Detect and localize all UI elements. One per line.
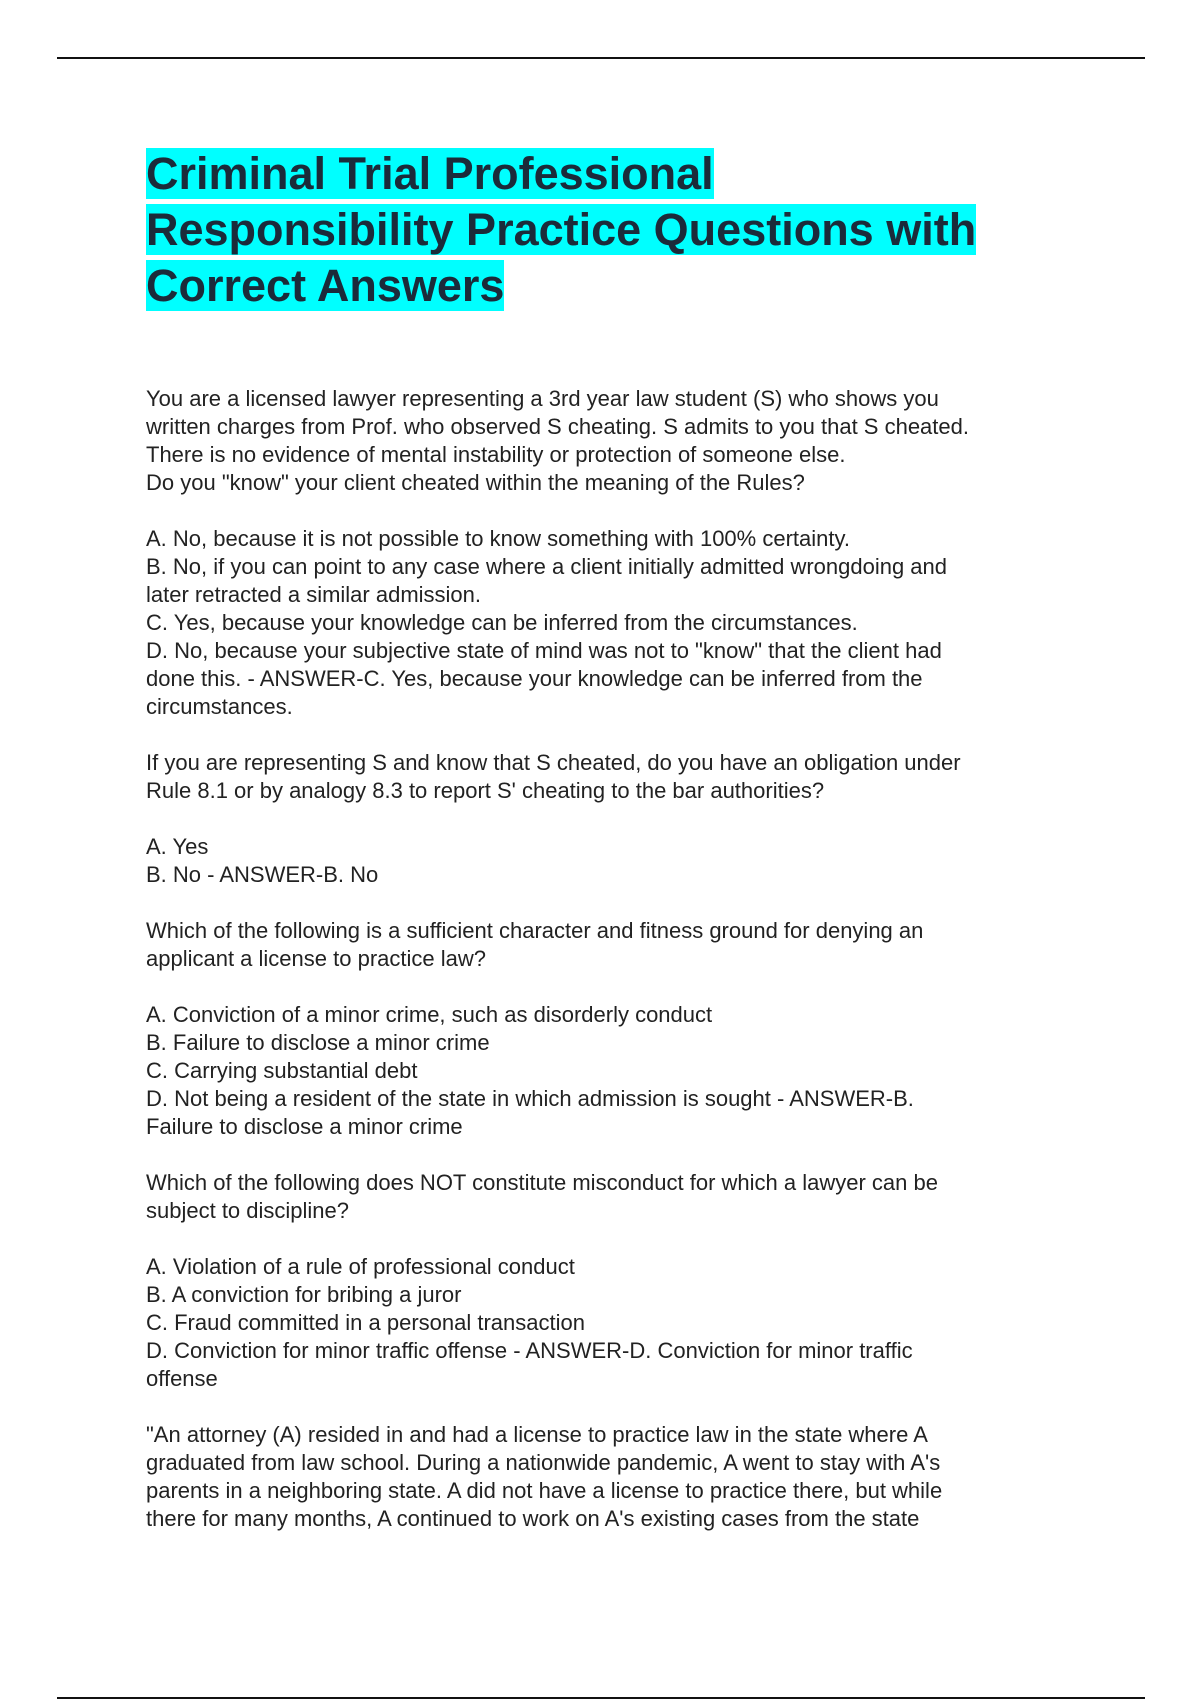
question-2-text [146,749,1066,805]
text-line: You are a licensed lawyer representing a 3rd year law student (S) who shows you [146,386,939,411]
text-line: B. No - ANSWER-B. No [146,862,379,887]
text-line: A. Yes [146,834,209,859]
text-line: circumstances. [146,694,293,719]
text-line: There is no evidence of mental instability or protection of someone else. [146,442,846,467]
text-line: C. Carrying substantial debt [146,1058,418,1083]
text-line: Which of the following is a sufficient character and fitness ground for denying an [146,918,924,943]
question-5-text [146,1421,1066,1533]
question-1-text [146,385,1066,497]
text-line: there for many months, A continued to work on A's existing cases from the state [146,1506,920,1531]
text-line: Do you "know" your client cheated within the meaning of the Rules? [146,470,805,495]
text-line: graduated from law school. During a nationwide pandemic, A went to stay with A's [146,1450,941,1475]
text-line: Failure to disclose a minor crime [146,1114,463,1139]
question-4-text [146,1169,1066,1225]
text-line: done this. - ANSWER-C. Yes, because your knowledge can be inferred from the [146,666,923,691]
header-rule [57,57,1145,59]
footer-rule [57,1697,1145,1699]
text-line: C. Fraud committed in a personal transaction [146,1310,585,1335]
text-line: D. Not being a resident of the state in which admission is sought - ANSWER-B. [146,1086,914,1111]
text-line: B. Failure to disclose a minor crime [146,1030,490,1055]
text-line: Which of the following does NOT constitute misconduct for which a lawyer can be [146,1170,938,1195]
text-line: D. Conviction for minor traffic offense - ANSWER-D. Conviction for minor traffic [146,1338,913,1363]
title-line: Criminal Trial Professional [146,148,714,199]
text-line: written charges from Prof. who observed S cheating. S admits to you that S cheated. [146,414,969,439]
text-line: "An attorney (A) resided in and had a license to practice law in the state where A [146,1422,928,1447]
text-line: parents in a neighboring state. A did not have a license to practice there, but while [146,1478,943,1503]
text-line: A. Violation of a rule of professional conduct [146,1254,575,1279]
text-line: A. Conviction of a minor crime, such as disorderly conduct [146,1002,713,1027]
text-line: offense [146,1366,218,1391]
text-line: subject to discipline? [146,1198,350,1223]
text-line: C. Yes, because your knowledge can be inferred from the circumstances. [146,610,858,635]
question-1-options [146,525,1066,721]
title-line: Correct Answers [146,260,505,311]
text-line: D. No, because your subjective state of mind was not to "know" that the client had [146,638,942,663]
text-line: A. No, because it is not possible to know something with 100% certainty. [146,526,850,551]
title-line: Responsibility Practice Questions with [146,204,977,255]
text-line: B. No, if you can point to any case where a client initially admitted wrongdoing and [146,554,948,579]
text-line: B. A conviction for bribing a juror [146,1282,462,1307]
text-line: applicant a license to practice law? [146,946,486,971]
question-4-options [146,1253,1066,1393]
page-title [146,146,1066,314]
text-line: If you are representing S and know that S cheated, do you have an obligation under [146,750,961,775]
question-3-text [146,917,1066,973]
text-line: later retracted a similar admission. [146,582,482,607]
document-body [146,385,1066,1561]
text-line: Rule 8.1 or by analogy 8.3 to report S' cheating to the bar authorities? [146,778,825,803]
question-2-options [146,833,1066,889]
question-3-options [146,1001,1066,1141]
